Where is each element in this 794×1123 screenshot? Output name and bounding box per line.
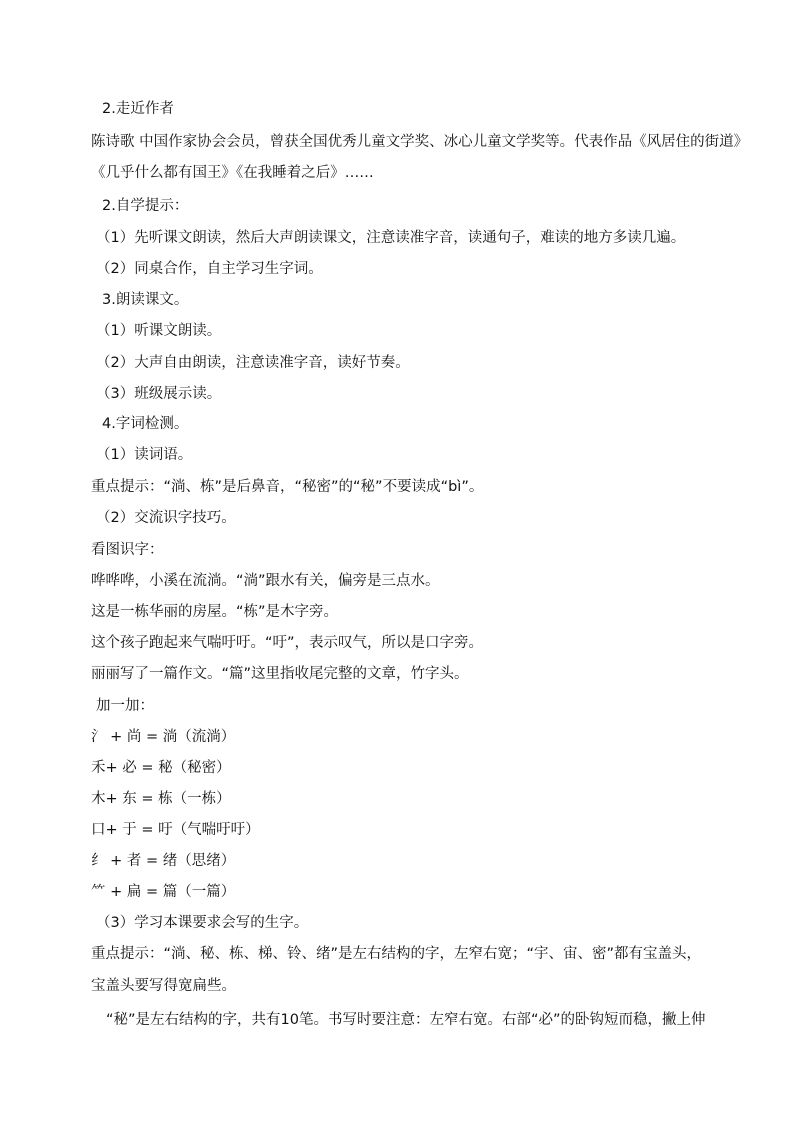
add-parts-item-5: 纟 + 者 = 绪（思绪） [91, 853, 236, 869]
add-parts-item-3: 木+ 东 = 栋（一栋） [91, 791, 231, 807]
heading-add-parts: 加一加： [96, 698, 154, 714]
add-parts-item-6: ⺮ + 扁 = 篇（一篇） [91, 884, 236, 900]
heading-read-text: 3.朗读课文。 [102, 292, 189, 308]
word-check-step-3: （3）学习本课要求会写的生字。 [96, 915, 309, 931]
add-parts-item-4: 口+ 于 = 吁（气喘吁吁） [91, 822, 260, 838]
add-parts-item-1: 氵 + 尚 = 淌（流淌） [91, 729, 236, 745]
word-check-step-2: （2）交流识字技巧。 [96, 510, 236, 526]
word-check-step-1: （1）读词语。 [96, 447, 193, 463]
writing-tip-line-1: 重点提示：“淌、秘、栋、梯、铃、绪”是左右结构的字，左窄右宽；“宇、宙、密”都有宝盖头， [91, 946, 702, 962]
picture-literacy-line-1: 哗哗哗，小溪在流淌。“淌”跟水有关，偏旁是三点水。 [91, 573, 440, 589]
add-parts-item-2: 禾+ 必 = 秘（秘密） [91, 760, 231, 776]
author-intro-line-2: 《几乎什么都有国王》《在我睡着之后》…… [91, 165, 374, 181]
heading-approach-author: 2.走近作者 [102, 101, 174, 117]
writing-detail-line: “秘”是左右结构的字，共有10笔。书写时要注意：左窄右宽。右部“必”的卧钩短而稳，撇上伸 [106, 1012, 706, 1028]
self-study-tip-1: （1）先听课文朗读，然后大声朗读课文，注意读准字音，读通句子，难读的地方多读几遍。 [96, 230, 686, 246]
pronunciation-tip: 重点提示：“淌、栋”是后鼻音，“秘密”的“秘”不要读成“bì”。 [91, 479, 484, 495]
self-study-tip-2: （2）同桌合作，自主学习生字词。 [96, 261, 323, 277]
author-intro-line-1: 陈诗歌 中国作家协会会员，曾获全国优秀儿童文学奖、冰心儿童文学奖等。代表作品《风居住的街道》 [91, 134, 749, 150]
read-text-step-3: （3）班级展示读。 [96, 386, 222, 402]
heading-picture-literacy: 看图识字： [91, 542, 164, 558]
picture-literacy-line-4: 丽丽写了一篇作文。“篇”这里指收尾完整的文章，竹字头。 [91, 666, 469, 682]
writing-tip-line-2: 宝盖头要写得宽扁些。 [91, 978, 236, 994]
heading-word-check: 4.字词检测。 [102, 416, 189, 432]
read-text-step-1: （1）听课文朗读。 [96, 323, 222, 339]
picture-literacy-line-2: 这是一栋华丽的房屋。“栋”是木字旁。 [91, 604, 339, 620]
read-text-step-2: （2）大声自由朗读，注意读准字音，读好节奏。 [96, 355, 410, 371]
picture-literacy-line-3: 这个孩子跑起来气喘吁吁。“吁”，表示叹气，所以是口字旁。 [91, 635, 484, 651]
heading-self-study-tips: 2.自学提示： [102, 198, 189, 214]
